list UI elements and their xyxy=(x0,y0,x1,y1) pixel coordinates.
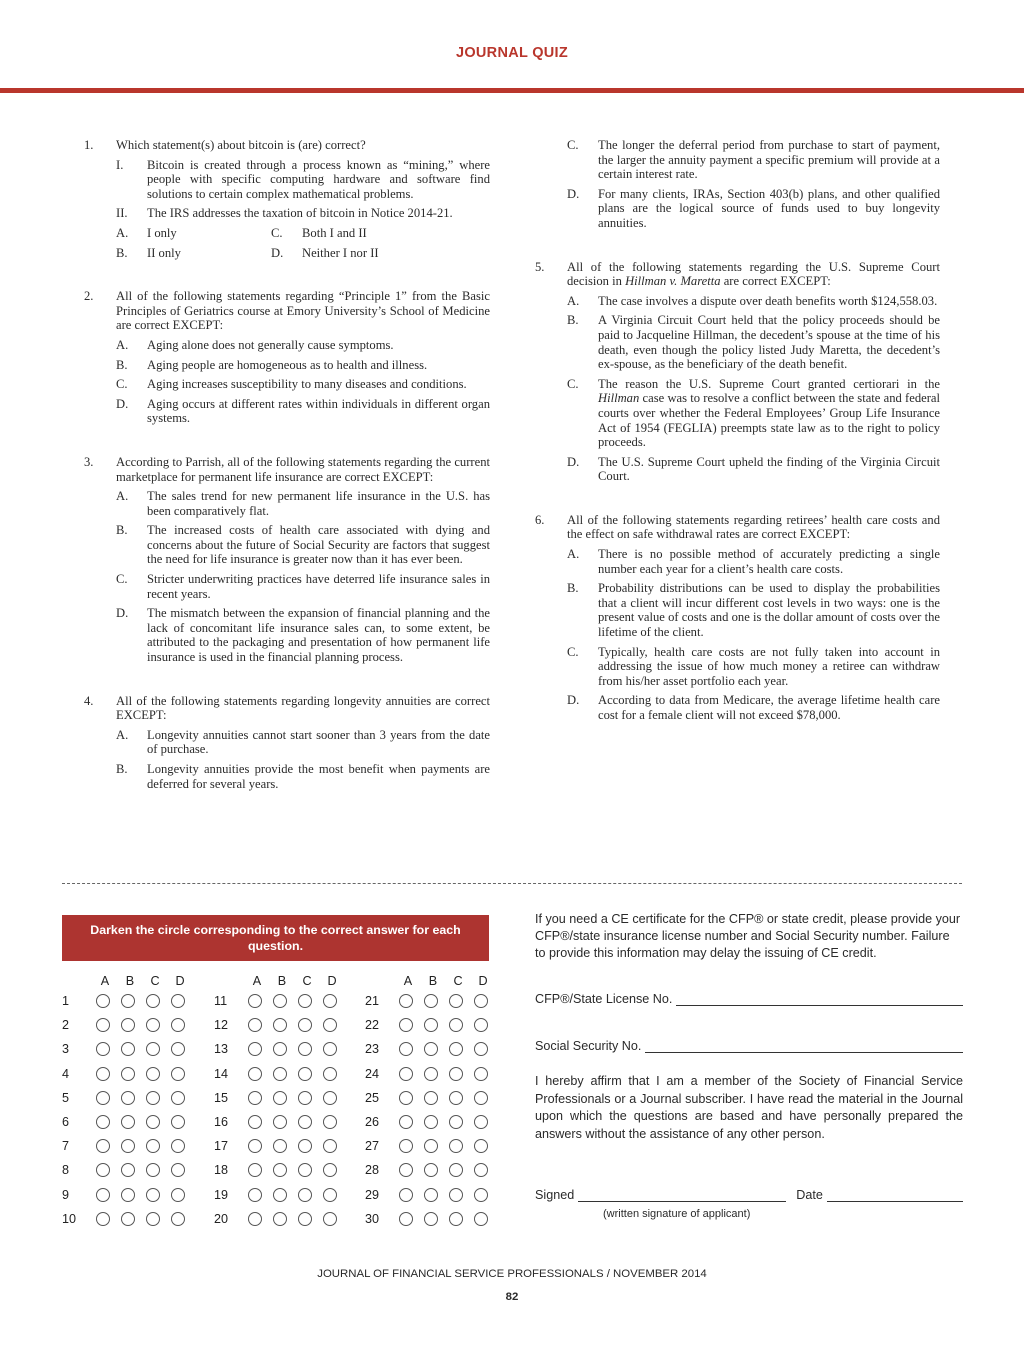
ssn-field[interactable] xyxy=(535,1039,963,1053)
answer-bubble-b[interactable] xyxy=(121,1163,135,1177)
affirmation-text: I hereby affirm that I am a member of the Society of Financial Service Professionals or a Journal subscriber. I have read the material in the Journal upon which the questions are based and have personally prepared the answers without the assistance of any other person. xyxy=(535,1074,963,1141)
question-number: 1. xyxy=(84,138,94,152)
option: A. Aging alone does not generally cause symptoms. xyxy=(116,337,394,352)
answer-row xyxy=(62,1113,212,1137)
footer-journal-line: JOURNAL OF FINANCIAL SERVICE PROFESSIONALS / NOVEMBER 2014 xyxy=(317,1268,707,1280)
answer-bubble-b[interactable] xyxy=(273,1091,287,1105)
question-number-label: 10 xyxy=(62,1211,77,1226)
question-number-label: 14 xyxy=(214,1066,229,1081)
answer-bubble-d[interactable] xyxy=(323,1115,337,1129)
question-number-label: 29 xyxy=(365,1187,380,1202)
answer-row xyxy=(214,1161,364,1185)
answer-bubble-c[interactable] xyxy=(449,1163,463,1177)
answer-bubble-a[interactable] xyxy=(96,994,110,1008)
answer-bubble-a[interactable] xyxy=(96,1163,110,1177)
answer-bubble-a[interactable] xyxy=(399,1091,413,1105)
answer-bubble-c[interactable] xyxy=(449,1212,463,1226)
question-stem: According to Parrish, all of the following statements regarding the current marketplace for permanent life insurance are correct EXCEPT: xyxy=(116,454,490,484)
question-stem: All of the following statements regarding retirees’ health care costs and the effect on safe withdrawal rates are correct EXCEPT: xyxy=(567,512,940,542)
letter-label: B xyxy=(428,974,438,988)
option: A. The sales trend for new permanent life insurance in the U.S. has been comparatively flat. xyxy=(116,489,490,518)
choice-label: A. xyxy=(116,225,129,240)
option: D. Aging occurs at different rates within individuals in different organ systems. xyxy=(116,396,490,426)
signature-caption: (written signature of applicant) xyxy=(603,1208,751,1220)
question-2 xyxy=(84,289,490,431)
answer-bubble-c[interactable] xyxy=(298,1042,312,1056)
option: C. The longer the deferral period from purchase to start of payment, the larger the annuity payment a specific premium will provide at a certain interest rate. xyxy=(567,138,940,182)
answer-bubble-c[interactable] xyxy=(146,1067,160,1081)
answer-bubble-c[interactable] xyxy=(298,1115,312,1129)
answer-bubble-b[interactable] xyxy=(424,1115,438,1129)
answer-grid xyxy=(62,972,502,1232)
questions-left-column xyxy=(84,138,490,820)
answer-row xyxy=(214,1016,364,1040)
answer-bubble-c[interactable] xyxy=(298,1139,312,1153)
answer-bubble-d[interactable] xyxy=(323,1212,337,1226)
answer-bubble-b[interactable] xyxy=(121,1212,135,1226)
answer-row xyxy=(62,1186,212,1210)
license-number-field[interactable] xyxy=(535,992,963,1006)
letter-label: C xyxy=(302,974,312,988)
question-number-label: 24 xyxy=(365,1066,380,1081)
question-number-label: 7 xyxy=(62,1139,70,1154)
answer-bubble-b[interactable] xyxy=(121,1091,135,1105)
question-number-label: 15 xyxy=(214,1090,229,1105)
answer-bubble-d[interactable] xyxy=(474,994,488,1008)
letter-header xyxy=(62,972,212,992)
choice-text: I only xyxy=(147,225,177,240)
answer-bubble-b[interactable] xyxy=(273,1018,287,1032)
option: D. The mismatch between the expansion of financial planning and the lack of concomitant life insurance sales can, to some extent, be attributed to the packaging and presentation of how permanent life insurance is used in the financial planning process. xyxy=(116,606,490,665)
question-number-label: 22 xyxy=(365,1018,380,1033)
answer-row xyxy=(365,1089,515,1113)
answer-bubble-b[interactable] xyxy=(273,1115,287,1129)
answer-bubble-b[interactable] xyxy=(273,1139,287,1153)
option: B. Aging people are homogeneous as to health and illness. xyxy=(116,357,428,372)
question-number-label: 2 xyxy=(62,1018,70,1033)
answer-bubble-b[interactable] xyxy=(121,1018,135,1032)
statement: II. The IRS addresses the taxation of bitcoin in Notice 2014-21. xyxy=(116,206,453,221)
answer-choices xyxy=(116,226,490,260)
answer-bubble-d[interactable] xyxy=(323,1163,337,1177)
answer-row xyxy=(214,1040,364,1064)
ssn-line[interactable] xyxy=(645,1040,963,1053)
answer-bubble-a[interactable] xyxy=(399,1139,413,1153)
question-number: 2. xyxy=(84,289,94,304)
answer-bubble-a[interactable] xyxy=(96,1115,110,1129)
answer-row xyxy=(365,992,515,1016)
question-stem: All of the following statements regarding the U.S. Supreme Court decision in Hillman v. Maretta are correct EXCEPT: xyxy=(567,259,940,289)
answer-bubble-d[interactable] xyxy=(474,1212,488,1226)
answer-bubble-a[interactable] xyxy=(96,1067,110,1081)
question-number: 4. xyxy=(84,693,94,708)
answer-bubble-b[interactable] xyxy=(121,994,135,1008)
answer-bubble-a[interactable] xyxy=(248,1067,262,1081)
option: C. Stricter underwriting practices have deterred life insurance sales in recent years. xyxy=(116,572,490,601)
answer-bubble-a[interactable] xyxy=(96,1188,110,1202)
answer-bubble-d[interactable] xyxy=(474,1091,488,1105)
answer-bubble-b[interactable] xyxy=(424,1188,438,1202)
answer-bubble-a[interactable] xyxy=(399,1042,413,1056)
answer-row xyxy=(62,992,212,1016)
questions-right-column xyxy=(535,138,940,752)
answer-bubble-a[interactable] xyxy=(248,1115,262,1129)
answer-column xyxy=(214,972,364,1234)
answer-bubble-d[interactable] xyxy=(171,1042,185,1056)
answer-row xyxy=(214,1089,364,1113)
question-stem: Which statement(s) about bitcoin is (are) correct? xyxy=(116,138,366,152)
letter-label: D xyxy=(327,974,337,988)
option: D. The U.S. Supreme Court upheld the finding of the Virginia Circuit Court. xyxy=(567,454,940,484)
answer-bubble-b[interactable] xyxy=(121,1115,135,1129)
answer-bubble-a[interactable] xyxy=(248,994,262,1008)
option: D. According to data from Medicare, the average lifetime health care cost for a female client will not exceed $78,000. xyxy=(567,693,940,722)
question-number: 5. xyxy=(535,259,545,274)
question-number-label: 30 xyxy=(365,1211,380,1226)
answer-bubble-a[interactable] xyxy=(96,1091,110,1105)
question-number-label: 16 xyxy=(214,1114,229,1129)
answer-bubble-c[interactable] xyxy=(146,1212,160,1226)
answer-bubble-d[interactable] xyxy=(474,1188,488,1202)
answer-bubble-a[interactable] xyxy=(399,1067,413,1081)
letter-label: A xyxy=(100,974,110,988)
answer-bubble-d[interactable] xyxy=(171,1163,185,1177)
answer-bubble-a[interactable] xyxy=(399,1163,413,1177)
question-number-label: 5 xyxy=(62,1090,70,1105)
answer-bubble-d[interactable] xyxy=(323,1067,337,1081)
question-1 xyxy=(84,138,490,265)
statement: I. Bitcoin is created through a process known as “mining,” where people with specific computing hardware and software find solutions to certain complex mathematical problems. xyxy=(116,157,490,201)
answer-bubble-d[interactable] xyxy=(474,1139,488,1153)
answer-row xyxy=(214,992,364,1016)
answer-row xyxy=(365,1113,515,1137)
option: D. For many clients, IRAs, Section 403(b) plans, and other qualified plans are the logical source of funds used to buy longevity annuities. xyxy=(567,186,940,230)
choice-label: C. xyxy=(271,225,283,240)
question-stem: All of the following statements regarding longevity annuities are correct EXCEPT: xyxy=(116,693,490,723)
answer-bubble-b[interactable] xyxy=(121,1188,135,1202)
page-number: 82 xyxy=(505,1291,519,1303)
answer-bubble-a[interactable] xyxy=(399,1115,413,1129)
answer-bubble-b[interactable] xyxy=(273,1067,287,1081)
cut-line xyxy=(62,883,962,884)
answer-bubble-d[interactable] xyxy=(323,1042,337,1056)
answer-bubble-b[interactable] xyxy=(424,1018,438,1032)
option: C. Aging increases susceptibility to many diseases and conditions. xyxy=(116,377,467,392)
answer-row xyxy=(62,1089,212,1113)
letter-label: A xyxy=(403,974,413,988)
answer-bubble-d[interactable] xyxy=(171,1188,185,1202)
answer-bubble-b[interactable] xyxy=(273,1212,287,1226)
case-name: Hillman v. Maretta xyxy=(625,274,721,289)
answer-bubble-b[interactable] xyxy=(273,1163,287,1177)
question-number: 3. xyxy=(84,454,94,469)
answer-bubble-b[interactable] xyxy=(424,1067,438,1081)
question-number-label: 25 xyxy=(365,1090,380,1105)
answer-bubble-b[interactable] xyxy=(273,994,287,1008)
question-number-label: 4 xyxy=(62,1066,70,1081)
answer-bubble-d[interactable] xyxy=(171,1091,185,1105)
answer-bubble-b[interactable] xyxy=(424,1163,438,1177)
answer-bubble-d[interactable] xyxy=(323,1139,337,1153)
option: A. There is no possible method of accurately predicting a single number each year for a client’s health care costs. xyxy=(567,547,940,576)
answer-sheet-banner: Darken the circle corresponding to the correct answer for each question. xyxy=(62,915,489,961)
answer-row xyxy=(365,1065,515,1089)
answer-bubble-d[interactable] xyxy=(474,1163,488,1177)
choice-text: II only xyxy=(147,245,181,260)
answer-bubble-c[interactable] xyxy=(146,1139,160,1153)
letter-label: D xyxy=(478,974,488,988)
ssn-label: Social Security No. xyxy=(535,1039,642,1053)
question-number-label: 20 xyxy=(214,1211,229,1226)
answer-bubble-d[interactable] xyxy=(171,1018,185,1032)
question-number-label: 19 xyxy=(214,1187,229,1202)
answer-row xyxy=(214,1137,364,1161)
answer-bubble-c[interactable] xyxy=(449,1042,463,1056)
license-number-line[interactable] xyxy=(676,993,963,1006)
question-number-label: 17 xyxy=(214,1139,229,1154)
answer-bubble-c[interactable] xyxy=(449,1091,463,1105)
answer-bubble-c[interactable] xyxy=(298,994,312,1008)
question-3 xyxy=(84,455,490,670)
answer-bubble-d[interactable] xyxy=(323,1018,337,1032)
answer-bubble-d[interactable] xyxy=(171,1139,185,1153)
question-5 xyxy=(535,260,940,489)
question-number-label: 1 xyxy=(62,994,70,1008)
answer-bubble-a[interactable] xyxy=(248,1188,262,1202)
option: A. Longevity annuities cannot start sooner than 3 years from the date of purchase. xyxy=(116,727,490,757)
answer-row xyxy=(365,1016,515,1040)
answer-row xyxy=(365,1210,515,1234)
answer-bubble-c[interactable] xyxy=(146,1115,160,1129)
letter-label: D xyxy=(175,974,185,988)
question-number-label: 18 xyxy=(214,1163,229,1178)
signature-line[interactable] xyxy=(578,1189,786,1202)
answer-bubble-c[interactable] xyxy=(298,1091,312,1105)
answer-bubble-c[interactable] xyxy=(449,994,463,1008)
question-stem: All of the following statements regarding “Principle 1” from the Basic Principles of Geriatrics course at Emory University’s School of Medicine are correct EXCEPT: xyxy=(116,289,490,333)
answer-row xyxy=(365,1161,515,1185)
answer-row xyxy=(62,1210,212,1234)
answer-bubble-b[interactable] xyxy=(121,1067,135,1081)
answer-bubble-a[interactable] xyxy=(399,1018,413,1032)
answer-bubble-c[interactable] xyxy=(449,1188,463,1202)
answer-row xyxy=(62,1016,212,1040)
question-number-label: 13 xyxy=(214,1042,229,1057)
answer-bubble-d[interactable] xyxy=(474,1042,488,1056)
answer-bubble-c[interactable] xyxy=(146,994,160,1008)
answer-bubble-a[interactable] xyxy=(96,1139,110,1153)
question-number-label: 26 xyxy=(365,1114,380,1129)
answer-bubble-c[interactable] xyxy=(449,1018,463,1032)
answer-bubble-b[interactable] xyxy=(424,994,438,1008)
date-line[interactable] xyxy=(827,1189,963,1202)
letter-label: C xyxy=(453,974,463,988)
choice-label: B. xyxy=(116,245,128,260)
letter-label: C xyxy=(150,974,160,988)
answer-row xyxy=(365,1137,515,1161)
license-number-label: CFP®/State License No. xyxy=(535,992,673,1006)
question-number-label: 28 xyxy=(365,1163,380,1178)
answer-row xyxy=(214,1065,364,1089)
choice-text: Both I and II xyxy=(302,225,367,240)
answer-bubble-b[interactable] xyxy=(424,1139,438,1153)
answer-bubble-c[interactable] xyxy=(146,1188,160,1202)
answer-bubble-c[interactable] xyxy=(298,1212,312,1226)
answer-bubble-c[interactable] xyxy=(449,1115,463,1129)
question-number-label: 11 xyxy=(214,994,228,1008)
answer-bubble-c[interactable] xyxy=(146,1018,160,1032)
answer-bubble-c[interactable] xyxy=(298,1188,312,1202)
answer-row xyxy=(365,1040,515,1064)
answer-row xyxy=(365,1186,515,1210)
answer-row xyxy=(214,1186,364,1210)
answer-bubble-d[interactable] xyxy=(474,1115,488,1129)
answer-bubble-a[interactable] xyxy=(399,1188,413,1202)
answer-bubble-a[interactable] xyxy=(96,1042,110,1056)
question-number-label: 27 xyxy=(365,1139,380,1154)
signature-row xyxy=(535,1188,963,1202)
option: C. The reason the U.S. Supreme Court granted certiorari in the Hillman case was to resolve a conflict between the state and federal courts over whether the Federal Employees’ Group Life Insurance Act of 1954 (FEGLIA) preempts state law as to the right to policy proceeds. xyxy=(567,376,940,450)
answer-bubble-d[interactable] xyxy=(171,1067,185,1081)
letter-header xyxy=(214,972,364,992)
letter-label: A xyxy=(252,974,262,988)
answer-bubble-c[interactable] xyxy=(298,1163,312,1177)
answer-bubble-d[interactable] xyxy=(323,994,337,1008)
answer-bubble-c[interactable] xyxy=(449,1067,463,1081)
page-header-title: JOURNAL QUIZ xyxy=(455,45,569,61)
answer-row xyxy=(62,1137,212,1161)
answer-column xyxy=(365,972,515,1234)
question-number-label: 6 xyxy=(62,1114,70,1129)
answer-bubble-c[interactable] xyxy=(146,1042,160,1056)
option: B. A Virginia Circuit Court held that the policy proceeds should be paid to Jacqueline Hillman, the decedent’s spouse at the time of his death, even though the policy listed Judy Maretta, the decedent’s ex-spouse, as the beneficiary of the death benefit. xyxy=(567,313,940,372)
answer-bubble-b[interactable] xyxy=(424,1091,438,1105)
question-number-label: 21 xyxy=(365,994,380,1008)
answer-row xyxy=(214,1113,364,1137)
question-number-label: 8 xyxy=(62,1163,70,1178)
question-number: 6. xyxy=(535,512,545,527)
answer-bubble-a[interactable] xyxy=(248,1091,262,1105)
answer-bubble-b[interactable] xyxy=(273,1042,287,1056)
option: B. Probability distributions can be used to display the probabilities that a client will incur different cost levels in two ways: one is the present value of costs and one is the dollar amount of costs over the lifetime of the client. xyxy=(567,581,940,640)
answer-bubble-d[interactable] xyxy=(171,1212,185,1226)
answer-bubble-b[interactable] xyxy=(121,1139,135,1153)
letter-label: B xyxy=(125,974,135,988)
question-number-label: 23 xyxy=(365,1042,380,1057)
option: B. Longevity annuities provide the most benefit when payments are deferred for several years. xyxy=(116,762,490,791)
answer-bubble-b[interactable] xyxy=(273,1188,287,1202)
choice-label: D. xyxy=(271,245,284,260)
question-4-continued xyxy=(535,138,940,236)
answer-bubble-a[interactable] xyxy=(248,1042,262,1056)
answer-row xyxy=(62,1040,212,1064)
answer-bubble-d[interactable] xyxy=(474,1067,488,1081)
question-number-label: 12 xyxy=(214,1018,229,1033)
date-label: Date xyxy=(796,1188,823,1202)
option: B. The increased costs of health care associated with dying and concerns about the future of Social Security are factors that suggest the need for life insurance is greater now than it has ever been. xyxy=(116,523,490,567)
question-6 xyxy=(535,513,940,728)
answer-bubble-a[interactable] xyxy=(96,1212,110,1226)
answer-bubble-b[interactable] xyxy=(424,1042,438,1056)
letter-header xyxy=(365,972,515,992)
answer-bubble-c[interactable] xyxy=(298,1067,312,1081)
answer-bubble-c[interactable] xyxy=(146,1163,160,1177)
signed-label: Signed xyxy=(535,1188,575,1202)
question-number-label: 3 xyxy=(62,1042,70,1057)
answer-bubble-c[interactable] xyxy=(146,1091,160,1105)
answer-bubble-a[interactable] xyxy=(399,994,413,1008)
letter-label: B xyxy=(277,974,287,988)
answer-row xyxy=(62,1161,212,1185)
answer-bubble-d[interactable] xyxy=(323,1188,337,1202)
answer-bubble-b[interactable] xyxy=(121,1042,135,1056)
answer-bubble-a[interactable] xyxy=(248,1163,262,1177)
answer-bubble-a[interactable] xyxy=(248,1212,262,1226)
answer-bubble-c[interactable] xyxy=(449,1139,463,1153)
header-rule xyxy=(0,88,1024,93)
answer-row xyxy=(62,1065,212,1089)
answer-bubble-a[interactable] xyxy=(399,1212,413,1226)
answer-bubble-d[interactable] xyxy=(171,994,185,1008)
answer-bubble-a[interactable] xyxy=(96,1018,110,1032)
answer-row xyxy=(214,1210,364,1234)
question-number-label: 9 xyxy=(62,1187,70,1202)
answer-bubble-a[interactable] xyxy=(248,1139,262,1153)
answer-bubble-d[interactable] xyxy=(323,1091,337,1105)
answer-bubble-a[interactable] xyxy=(248,1018,262,1032)
answer-column xyxy=(62,972,212,1234)
answer-bubble-c[interactable] xyxy=(298,1018,312,1032)
question-4 xyxy=(84,694,490,797)
answer-bubble-d[interactable] xyxy=(474,1018,488,1032)
ce-certificate-note: If you need a CE certificate for the CFP® or state credit, please provide your CFP®/state insurance license number and Social Security number. Failure to provide this information may delay the issuing of CE credit. xyxy=(535,912,961,960)
choice-text: Neither I nor II xyxy=(302,245,379,260)
option: C. Typically, health care costs are not fully taken into account in addressing the issue of how much money a retiree can withdraw from his/her asset portfolio each year. xyxy=(567,644,940,688)
answer-bubble-d[interactable] xyxy=(171,1115,185,1129)
option: A. The case involves a dispute over death benefits worth $124,558.03. xyxy=(567,293,938,308)
answer-bubble-b[interactable] xyxy=(424,1212,438,1226)
